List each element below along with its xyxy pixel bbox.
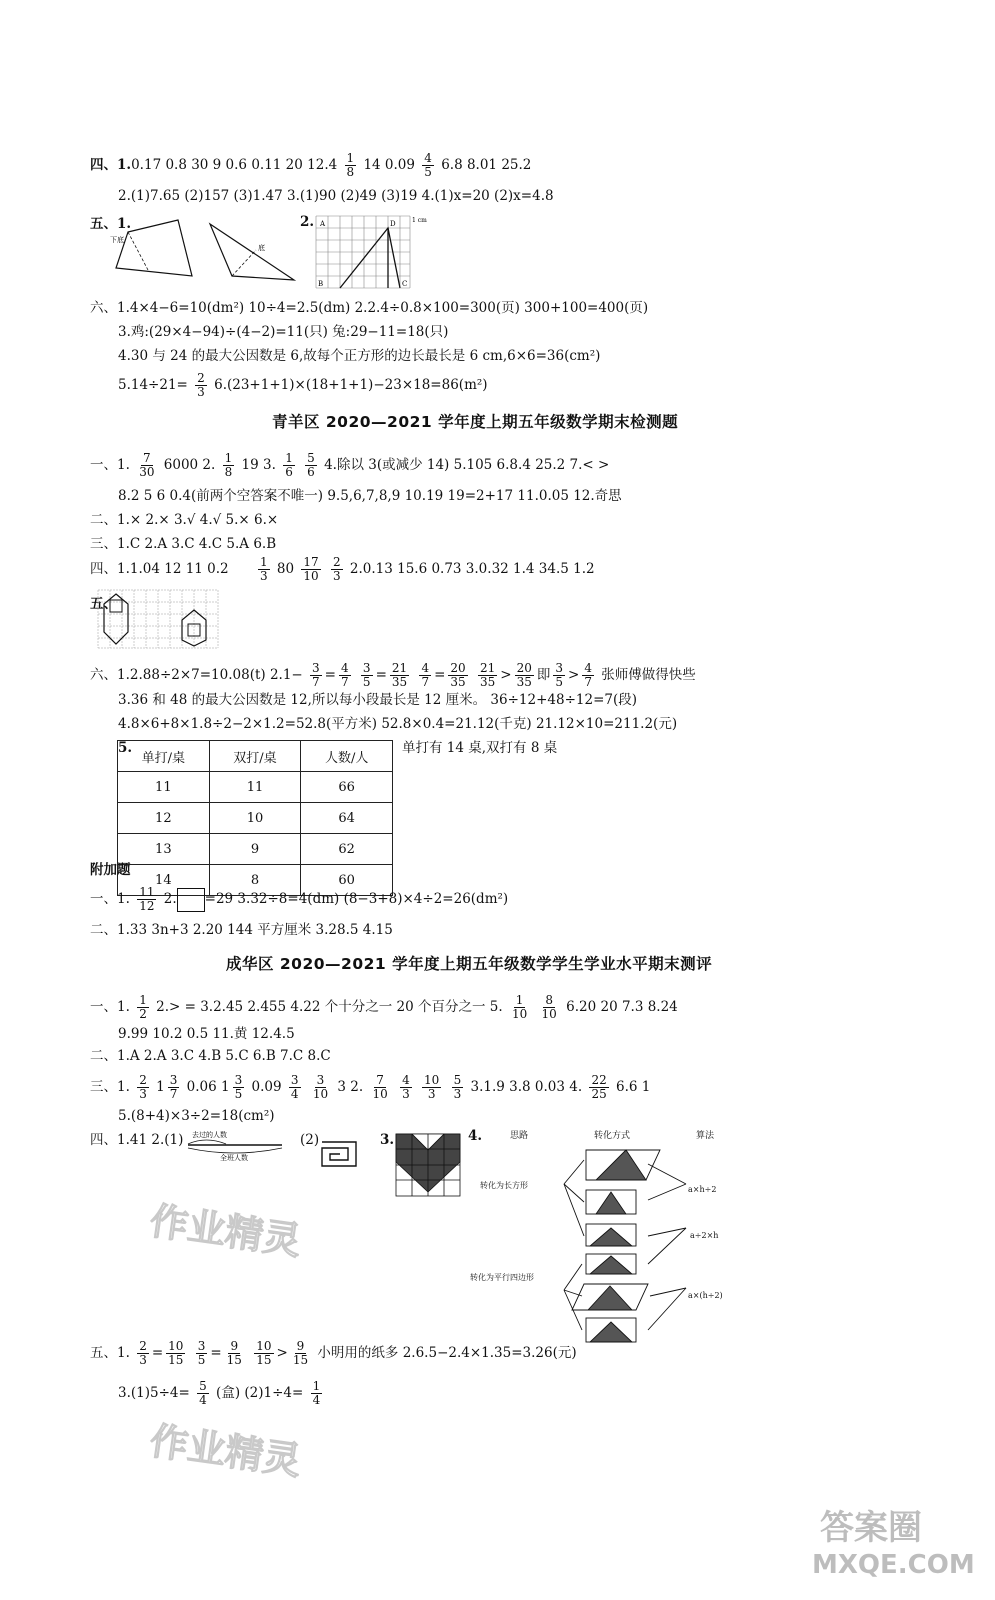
fraction: $\frac{10}{3}$ bbox=[424, 1073, 440, 1101]
fraction: $\frac{1}{8}$ bbox=[346, 151, 355, 179]
fraction: $\frac{10}{15}$ bbox=[256, 1339, 272, 1367]
fraction: $\frac{22}{25}$ bbox=[591, 1073, 607, 1101]
label-c: C bbox=[402, 280, 408, 288]
q4-method-2: a÷2×h bbox=[690, 1231, 719, 1240]
blank-box bbox=[177, 888, 205, 912]
fraction: $\frac{2}{3}$ bbox=[139, 1339, 147, 1367]
fraction: $\frac{1}{10}$ bbox=[511, 993, 528, 1021]
label-d: D bbox=[390, 220, 396, 228]
table-header: 双打/桌 bbox=[209, 741, 301, 772]
fraction: $\frac{1}{6}$ bbox=[285, 451, 293, 479]
label-b: B bbox=[318, 280, 324, 288]
table-row bbox=[118, 803, 393, 834]
section-title-chenghua: 成华区 2020—2021 学年度上期五年级数学学生学业水平期末测评 bbox=[226, 955, 713, 973]
fraction: $\frac{3}{7}$ bbox=[312, 661, 320, 689]
s2-symmetry-grid bbox=[96, 588, 222, 650]
q4-row-1: 转化为长方形 bbox=[480, 1181, 528, 1190]
label-top: 底 bbox=[258, 244, 265, 252]
fraction: $\frac{5}{3}$ bbox=[453, 1073, 462, 1101]
s2-line-9: 4.8×6+8×1.8÷2−2×1.2=52.8(平方米) 52.8×0.4=21.12(千克) 21.12×10=211.2(元) bbox=[118, 716, 678, 732]
table-header: 单打/桌 bbox=[118, 741, 210, 772]
s1-l1-a: 0.17 0.8 30 9 0.6 0.11 20 12.4 bbox=[131, 157, 338, 173]
s3-line-6-c: 3. bbox=[380, 1132, 395, 1148]
s3-line-5: 5.(8+4)×3÷2=18(cm²) bbox=[118, 1108, 275, 1124]
table-cell: 8 bbox=[209, 865, 301, 896]
fraction: $\frac{4}{7}$ bbox=[340, 661, 349, 689]
s2-line-6-label: 五、 bbox=[90, 596, 117, 612]
s1-line-4: 六、1.4×4−6=10(dm²) 10÷4=2.5(dm) 2.2.4÷0.8×100=300(页) 300+100=400(页) bbox=[90, 300, 649, 316]
fraction: $\frac{11}{12}$ bbox=[139, 885, 155, 913]
s2-extra-2: 二、1.33 3n+3 2.20 144 平方厘米 3.28.5 4.15 bbox=[90, 922, 393, 938]
fraction: $\frac{7}{10}$ bbox=[372, 1073, 388, 1101]
table-note: 单打有 14 桌,双打有 8 桌 bbox=[402, 740, 558, 756]
tiling-figure bbox=[394, 1132, 464, 1198]
s2-line-2: 8.2 5 6 0.4(前两个空答案不唯一) 9.5,6,7,8,9 10.19 19=2+17 11.0.05 12.奇思 bbox=[118, 488, 622, 504]
fraction: $\frac{1}{4}$ bbox=[312, 1379, 321, 1407]
fraction: $\frac{4}{3}$ bbox=[402, 1073, 410, 1101]
s2-line-5: 四、1.1.04 12 11 0.2 $\frac{1}{3}$ 80 $\frac{17}{10}$ $\frac{2}{3}$ 2.0.13 15.6 0.73 3.0.32 1.4 34.5 1.2 bbox=[90, 555, 595, 583]
table-cell: 62 bbox=[301, 834, 393, 865]
fraction: $\frac{3}{5}$ bbox=[362, 661, 371, 689]
table-cell: 9 bbox=[209, 834, 301, 865]
s3-line-2: 9.99 10.2 0.5 11.黄 12.4.5 bbox=[118, 1026, 295, 1042]
table-cell: 11 bbox=[209, 772, 301, 803]
s2-line-8: 3.36 和 48 的最大公因数是 12,所以每小段最长是 12 厘米。 36÷12+48÷12=7(段) bbox=[118, 692, 638, 708]
table-cell: 60 bbox=[301, 865, 393, 896]
table-header-row bbox=[118, 741, 393, 772]
fraction: $\frac{5}{4}$ bbox=[199, 1379, 207, 1407]
fraction: $\frac{3}{4}$ bbox=[290, 1073, 299, 1101]
s3-line-6-a: 四、1.41 2.(1) bbox=[90, 1132, 184, 1148]
fraction: $\frac{20}{35}$ bbox=[450, 661, 466, 689]
fraction: $\frac{17}{10}$ bbox=[303, 555, 319, 583]
fraction: $\frac{10}{15}$ bbox=[168, 1339, 184, 1367]
fraction: $\frac{3}{7}$ bbox=[169, 1073, 178, 1101]
s1-l1-c: 6.8 8.01 25.2 bbox=[441, 157, 532, 173]
bar-top-label: 去过的人数 bbox=[192, 1131, 227, 1139]
s1-line-7: 5.14÷21= $\frac{2}{3}$ 6.(23+1+1)×(18+1+1)−23×18=86(m²) bbox=[118, 371, 488, 399]
s2-line-7: 六、1.2.88÷2×7=10.08(t) 2.1− $\frac{3}{7}$ = $\frac{4}{7}$ $\frac{3}{5}$ = $\frac{21}{35}$ $\frac{4}{7}$ = $\frac{20}{35}$ $\frac{21}{35}$ > $\frac{20}{35}$ 即 $\frac{3}{5}$ > $\frac{4}{7}$ 张师傅做得快些 bbox=[90, 661, 696, 689]
s1-line-6: 4.30 与 24 的最大公因数是 6,故每个正方形的边长最长是 6 cm,6×6=36(cm²) bbox=[118, 348, 601, 364]
s3-line-4: 三、1. $\frac{2}{3}$ 1 $\frac{3}{7}$ 0.06 1 $\frac{3}{5}$ 0.09 $\frac{3}{4}$ $\frac{3}{10}$ 3 2. $\frac{7}{10}$ $\frac{4}{3}$ $\frac{10}{3}$ $\frac{5}{3}$ 3.1.9 3.8 0.03 4. $\frac{22}{25}$ 6.6 1 bbox=[90, 1073, 651, 1101]
table-cell: 66 bbox=[301, 772, 393, 803]
s2-line-1: 一、1. $\frac{7}{30}$ 6000 2. $\frac{1}{8}$ 19 3. $\frac{1}{6}$ $\frac{5}{6}$ 4.除以 3(或减少 14) 5.105 6.8.4 25.2 7.< > bbox=[90, 451, 610, 479]
spiral-figure bbox=[318, 1138, 360, 1170]
table-row bbox=[118, 772, 393, 803]
q4-header-1: 思路 bbox=[510, 1131, 529, 1141]
table-cell: 64 bbox=[301, 803, 393, 834]
s1-line-1 bbox=[90, 152, 531, 179]
label-cm: 1 cm bbox=[412, 217, 427, 224]
table-cell: 10 bbox=[209, 803, 301, 834]
answer-table bbox=[117, 740, 393, 896]
s1-line-2: 2.(1)7.65 (2)157 (3)1.47 3.(1)90 (2)49 (3)19 4.(1)x=20 (2)x=4.8 bbox=[118, 188, 554, 204]
s2-line-10-label: 5. bbox=[118, 740, 133, 756]
extra-title: 附加题 bbox=[90, 862, 131, 878]
label-down: 下底 bbox=[110, 236, 124, 244]
fraction: $\frac{2}{3}$ bbox=[197, 371, 205, 399]
s3-line-6-b: (2) bbox=[300, 1132, 320, 1148]
q4-method-1: a×h÷2 bbox=[688, 1185, 717, 1194]
s3-line-6-d: 4. bbox=[468, 1128, 483, 1144]
s2-line-4: 三、1.C 2.A 3.C 4.C 5.A 6.B bbox=[90, 536, 277, 552]
bar-bottom-label: 全班人数 bbox=[220, 1154, 248, 1162]
q4-method-3: a×(h÷2) bbox=[688, 1291, 723, 1300]
fraction: $\frac{5}{6}$ bbox=[307, 451, 315, 479]
fraction: $\frac{3}{5}$ bbox=[197, 1339, 206, 1367]
q4-header-2: 转化方式 bbox=[594, 1131, 631, 1141]
fraction: $\frac{20}{35}$ bbox=[516, 661, 532, 689]
fraction: $\frac{9}{15}$ bbox=[226, 1339, 242, 1367]
s1-line-3-label: 五、1. bbox=[90, 216, 132, 232]
table-cell: 11 bbox=[118, 772, 210, 803]
s2-extra-1: 一、1. $\frac{11}{12}$ 2. =29 3.32÷8=4(dm) (8−3+8)×4÷2=26(dm²) bbox=[90, 885, 509, 913]
section-title-qingyang: 青羊区 2020—2021 学年度上期五年级数学期末检测题 bbox=[272, 413, 679, 431]
s1-l1-label: 四、1. bbox=[90, 157, 132, 173]
fraction: $\frac{21}{35}$ bbox=[391, 661, 408, 689]
table-cell: 13 bbox=[118, 834, 210, 865]
label-a: A bbox=[320, 220, 326, 228]
table-cell: 12 bbox=[118, 803, 210, 834]
s3-line-8: 3.(1)5÷4= $\frac{5}{4}$ (盒) (2)1÷4= $\frac{1}{4}$ bbox=[118, 1379, 321, 1407]
watermark-2: 作业精灵 bbox=[147, 1418, 304, 1484]
table-cell: 14 bbox=[118, 865, 210, 896]
q4-header-3: 算法 bbox=[696, 1131, 715, 1141]
s3-line-7: 五、1. $\frac{2}{3}$ = $\frac{10}{15}$ $\frac{3}{5}$ = $\frac{9}{15}$ $\frac{10}{15}$ > $\frac{9}{15}$ 小明用的纸多 2.6.5−2.4×1.35=3.26(元) bbox=[90, 1339, 577, 1367]
fraction: $\frac{3}{10}$ bbox=[312, 1073, 329, 1101]
fraction: $\frac{1}{3}$ bbox=[259, 555, 268, 583]
watermark-1: 作业精灵 bbox=[147, 1198, 304, 1264]
q4-diagram bbox=[560, 1140, 700, 1345]
q4-row-2: 转化为平行四边形 bbox=[470, 1273, 534, 1282]
s2-line-3: 二、1.× 2.× 3.√ 4.√ 5.× 6.× bbox=[90, 512, 279, 528]
fraction: $\frac{4}{7}$ bbox=[584, 661, 592, 689]
fraction: $\frac{2}{3}$ bbox=[139, 1073, 147, 1101]
watermark-logo: 答案圈 bbox=[820, 1508, 922, 1548]
fraction: $\frac{1}{2}$ bbox=[139, 993, 147, 1021]
s1-l1-b: 14 0.09 bbox=[363, 157, 415, 173]
s3-line-3: 二、1.A 2.A 3.C 4.B 5.C 6.B 7.C 8.C bbox=[90, 1048, 331, 1064]
s3-line-1: 一、1. $\frac{1}{2}$ 2.> = 3.2.4̇5̇ 2.455 4.22 个十分之一 20 个百分之一 5. $\frac{1}{10}$ $\frac{8}{10}$ 6.20 20 7.3 8.24 bbox=[90, 993, 678, 1021]
fraction: $\frac{3}{5}$ bbox=[555, 661, 563, 689]
s1-q2-num: 2. bbox=[300, 214, 315, 230]
fraction: $\frac{1}{8}$ bbox=[224, 451, 233, 479]
table-row bbox=[118, 834, 393, 865]
fraction: $\frac{3}{5}$ bbox=[234, 1073, 243, 1101]
fraction: $\frac{21}{35}$ bbox=[479, 661, 496, 689]
s1-grid-figure bbox=[314, 212, 427, 294]
fraction: $\frac{4}{5}$ bbox=[424, 151, 432, 179]
fraction: $\frac{2}{3}$ bbox=[332, 555, 341, 583]
fraction: $\frac{4}{7}$ bbox=[421, 661, 430, 689]
bar-diagram bbox=[186, 1128, 286, 1162]
watermark-site: MXQE.COM bbox=[812, 1550, 975, 1580]
s1-line-5: 3.鸡:(29×4−94)÷(4−2)=11(只) 兔:29−11=18(只) bbox=[118, 324, 449, 340]
fraction: $\frac{9}{15}$ bbox=[292, 1339, 309, 1367]
fraction: $\frac{7}{30}$ bbox=[139, 451, 155, 479]
table-header: 人数/人 bbox=[301, 741, 393, 772]
fraction: $\frac{8}{10}$ bbox=[541, 993, 557, 1021]
